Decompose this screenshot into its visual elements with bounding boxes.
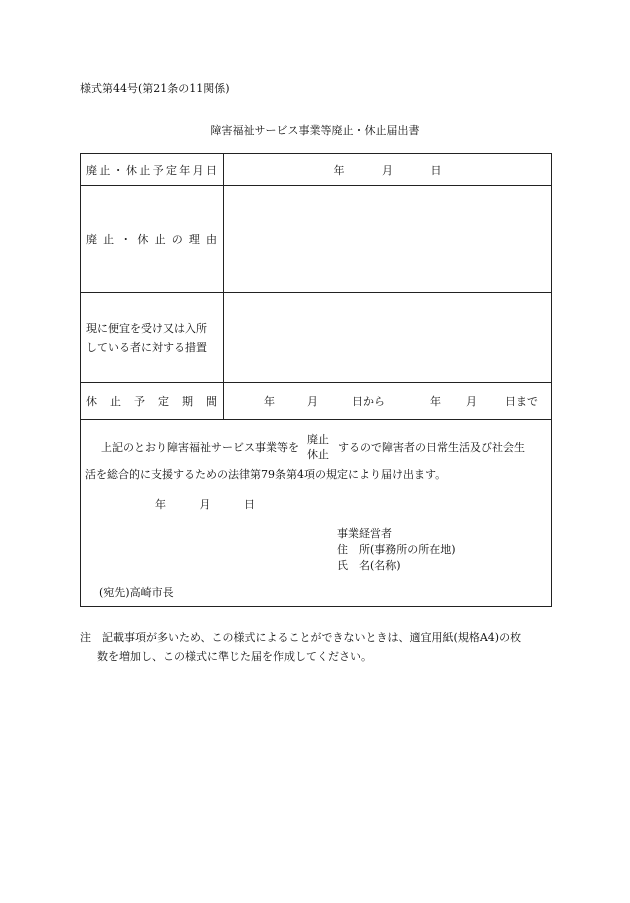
year-unit: 年 bbox=[333, 163, 345, 177]
submission-month: 月 bbox=[199, 498, 211, 511]
row-measures bbox=[81, 293, 552, 383]
period-to-month: 月 bbox=[466, 395, 477, 408]
option-suspend[interactable]: 休止 bbox=[307, 448, 329, 461]
label-measures-line2: している者に対する措置 bbox=[86, 340, 207, 354]
label-char: 定 bbox=[165, 163, 177, 177]
label-char: ・ bbox=[112, 163, 124, 177]
label-char: 休 bbox=[125, 163, 137, 177]
label-char: 予 bbox=[134, 395, 145, 408]
period-from-month: 月 bbox=[307, 395, 318, 408]
statement-part1: 上記のとおり障害福祉サービス事業等を bbox=[101, 441, 299, 454]
label-char: 廃 bbox=[86, 163, 97, 177]
label-char: の bbox=[171, 233, 183, 246]
period-from-day: 日から bbox=[352, 395, 385, 408]
label-char: ・ bbox=[120, 233, 132, 246]
label-measures bbox=[81, 293, 224, 383]
label-measures-line1: 現に便宜を受け又は入所 bbox=[86, 321, 207, 335]
label-char: 止 bbox=[103, 233, 115, 246]
label-char: 月 bbox=[192, 163, 204, 177]
footnote-line2: 数を増加し、この様式に準じた届を作成してください。 bbox=[97, 650, 372, 663]
submission-day: 日 bbox=[244, 498, 255, 511]
label-char: 日 bbox=[205, 163, 217, 177]
period-to-day: 日まで bbox=[505, 395, 538, 408]
label-char: 由 bbox=[205, 233, 217, 246]
period-to-year: 年 bbox=[430, 395, 441, 408]
footnote bbox=[80, 628, 560, 666]
label-reason bbox=[81, 186, 224, 293]
form-number: 様式第44号(第21条の11関係) bbox=[80, 82, 230, 95]
name-field[interactable]: 氏 名(名称) bbox=[337, 559, 401, 572]
label-scheduled-date bbox=[81, 154, 224, 186]
row-declaration bbox=[81, 420, 552, 607]
label-char: 止 bbox=[110, 395, 121, 408]
label-char: 間 bbox=[206, 395, 217, 408]
addressee: (宛先)高崎市長 bbox=[99, 586, 174, 599]
row-suspension-period bbox=[81, 383, 552, 420]
label-char: 定 bbox=[158, 395, 169, 408]
submission-year: 年 bbox=[155, 498, 166, 511]
label-char: 止 bbox=[99, 163, 111, 177]
reason-field[interactable] bbox=[224, 186, 552, 293]
row-scheduled-date bbox=[81, 154, 552, 186]
label-char: 休 bbox=[86, 395, 97, 408]
operator-label: 事業経営者 bbox=[337, 527, 392, 540]
period-from-year: 年 bbox=[264, 395, 275, 408]
operator-block bbox=[337, 526, 456, 574]
abolish-suspend-choice[interactable] bbox=[307, 432, 329, 462]
label-char: 止 bbox=[154, 233, 166, 246]
option-abolish[interactable]: 廃止 bbox=[307, 433, 329, 446]
row-reason bbox=[81, 186, 552, 293]
label-char: 廃 bbox=[86, 233, 97, 246]
address-field[interactable]: 住 所(事務所の所在地) bbox=[337, 543, 456, 556]
day-unit: 日 bbox=[430, 163, 442, 177]
document-title: 障害福祉サービス事業等廃止・休止届出書 bbox=[210, 124, 420, 137]
footnote-line1: 注 記載事項が多いため、この様式によることができないときは、適宜用紙(規格A4)の枚 bbox=[80, 631, 522, 644]
submission-date[interactable] bbox=[155, 496, 285, 512]
label-char: 予 bbox=[152, 163, 164, 177]
statement-part2: するので障害者の日常生活及び社会生 bbox=[338, 441, 525, 454]
declaration-cell bbox=[81, 420, 552, 607]
label-suspension-period bbox=[81, 383, 224, 420]
month-unit: 月 bbox=[382, 163, 393, 177]
label-char: 年 bbox=[179, 163, 191, 177]
scheduled-date-field[interactable] bbox=[224, 154, 552, 186]
suspension-period-field[interactable] bbox=[224, 383, 552, 420]
label-char: 止 bbox=[139, 163, 151, 177]
statement-line1 bbox=[101, 432, 525, 462]
label-char: 理 bbox=[188, 233, 200, 246]
measures-field[interactable] bbox=[224, 293, 552, 383]
label-char: 期 bbox=[182, 395, 193, 408]
label-char: 休 bbox=[137, 233, 149, 246]
notification-form-table bbox=[80, 153, 552, 607]
statement-line2: 活を総合的に支援するための法律第79条第4項の規定により届け出ます。 bbox=[85, 468, 447, 481]
